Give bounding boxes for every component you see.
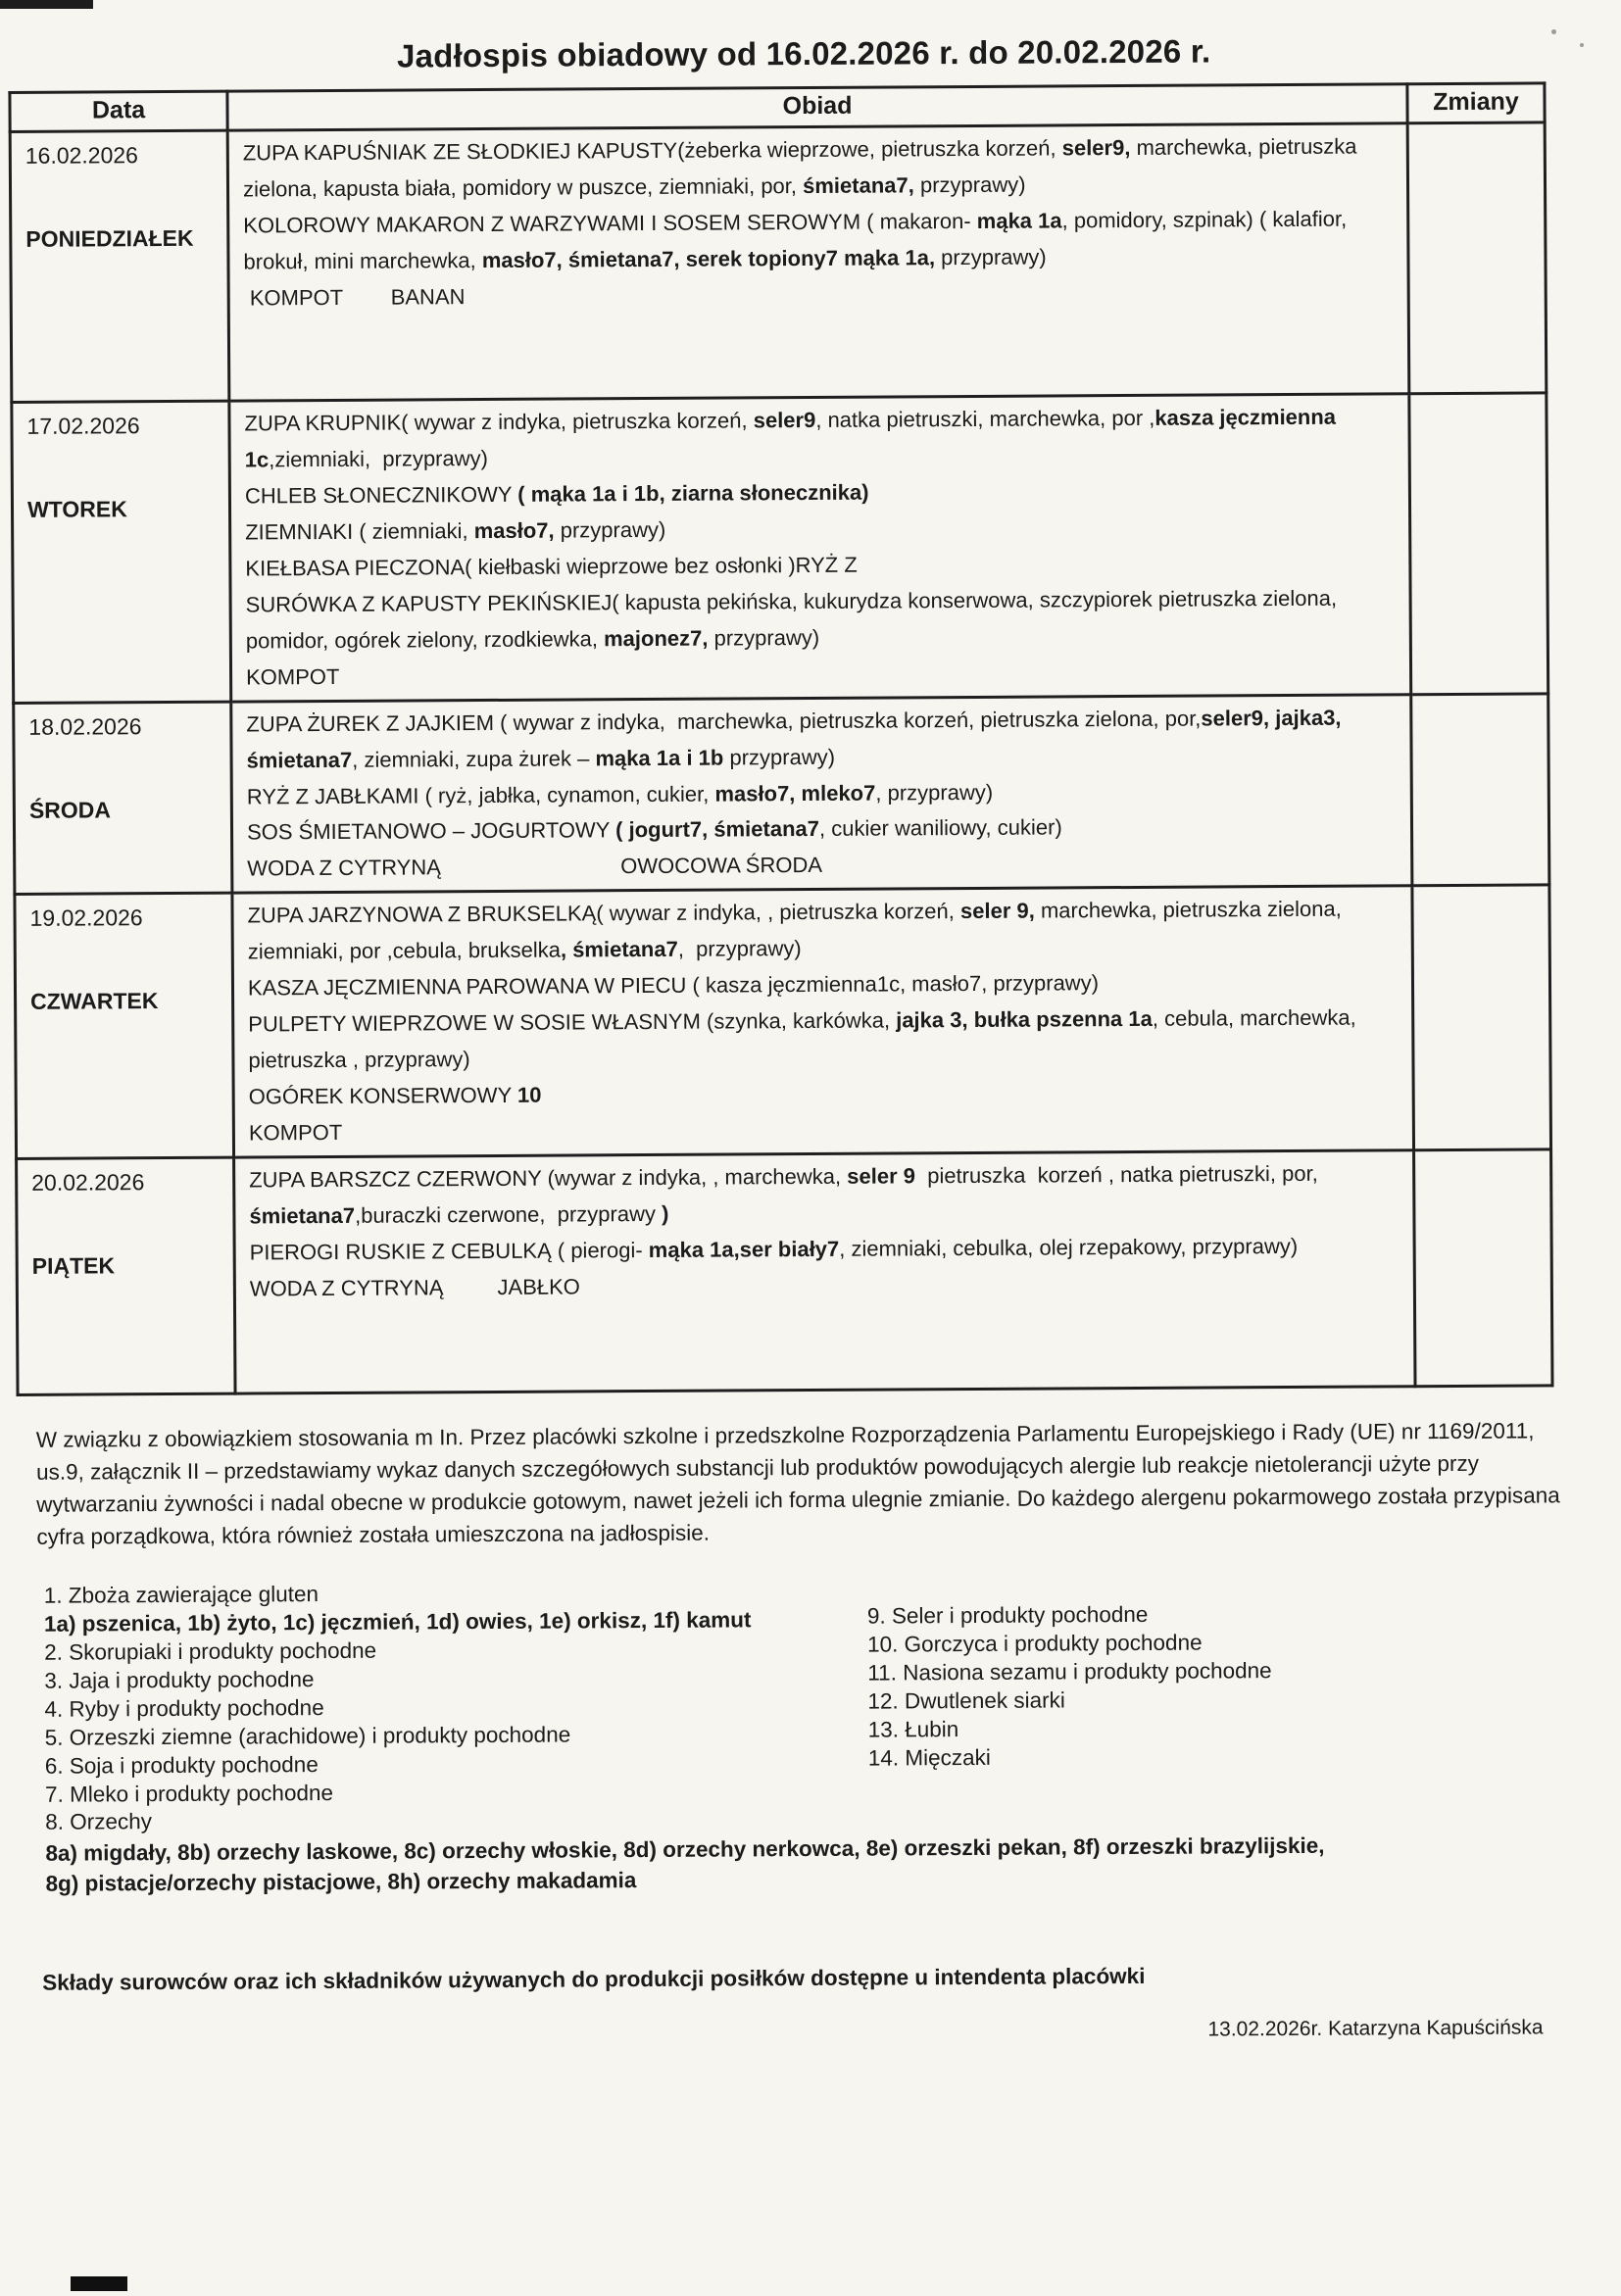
allergen-item: 8a) migdały, 8b) orzechy laskowe, 8c) orzechy włoskie, 8d) orzechy nerkowca, 8e) orzeszki pekan, 8f) orzeszki brazylijskie, xyxy=(45,1833,1325,1867)
menu-line xyxy=(246,653,1396,696)
menu-text-segment: jajka 3, bułka pszenna 1a xyxy=(896,1006,1153,1033)
menu-text-segment: KASZA JĘCZMIENNA PAROWANA W PIECU ( kasza jęczmienna1c, masło7, przyprawy) xyxy=(247,970,1100,1001)
menu-text-segment: KOMPOT xyxy=(245,663,340,690)
allergen-item: 12. Dwutlenek siarki xyxy=(867,1687,1065,1714)
menu-text-segment: ZUPA KRUPNIK( wywar z indyka, pietruszka korzeń, xyxy=(244,408,754,436)
menu-text-segment: , pomidory, szpinak) ( kalafior, brokuł, mini marchewka, xyxy=(243,206,1353,274)
allergen-item: 14. Mięczaki xyxy=(867,1744,991,1771)
allergen-item: 2. Skorupiaki i produkty pochodne xyxy=(44,1637,377,1665)
menu-text-segment: przyprawy) xyxy=(723,744,836,770)
allergen-item: 9. Seler i produkty pochodne xyxy=(866,1602,1149,1629)
date-text: 18.02.2026 xyxy=(28,712,142,740)
menu-text-segment: , natka pietruszki, marchewka, por , xyxy=(815,405,1155,432)
allergen-item: 3. Jaja i produkty pochodne xyxy=(44,1667,315,1693)
menu-table xyxy=(8,81,1553,1396)
menu-line xyxy=(243,128,1393,208)
allergen-item: 4. Ryby i produkty pochodne xyxy=(44,1694,324,1722)
menu-text-segment: RYŻ Z JABŁKAMI ( ryż, jabłka, cynamon, cukier, xyxy=(246,781,715,809)
menu-text-segment: SURÓWKA Z KAPUSTY PEKIŃSKIEJ( kapusta pekińska, kukurydza konserwowa, szczypiorek pietruszka zielona, pomidor, ogórek zielony, rzodkiewka, xyxy=(245,585,1344,654)
allergen-item: 8g) pistacje/orzechy pistacjowe, 8h) orzechy makadamia xyxy=(45,1867,637,1896)
menu-text-segment: śmietana7, xyxy=(803,172,914,198)
menu-text-segment: mąka 1a xyxy=(976,208,1062,233)
menu-text-segment: seler9 xyxy=(753,407,816,433)
menu-text-segment: ZUPA ŻUREK Z JAJKIEM ( wywar z indyka, marchewka, pietruszka korzeń, pietruszka zielona, por, xyxy=(246,706,1202,737)
menu-text-segment: KOMPOT xyxy=(248,1120,343,1146)
menu-text-segment: pietruszka korzeń , natka pietruszki, por, xyxy=(914,1160,1324,1189)
date-text: 19.02.2026 xyxy=(29,904,143,932)
menu-text-segment: KIEŁBASA PIECZONA( kiełbaski wieprzowe bez osłonki )RYŻ Z xyxy=(245,552,858,581)
allergen-item: 10. Gorczyca i produkty pochodne xyxy=(867,1630,1203,1657)
menu-text-segment: mąka 1a,ser biały7 xyxy=(648,1236,840,1262)
date-cell xyxy=(15,893,234,1158)
menu-text-segment: seler9, jajka3, śmietana7 xyxy=(246,705,1348,773)
menu-text-segment: , cebula, marchewka, pietruszka , przyprawy) xyxy=(248,1004,1362,1073)
menu-line xyxy=(250,1264,1400,1307)
menu-text-segment: 10 xyxy=(516,1082,542,1107)
menu-text-segment: , cukier waniliowy, cukier) xyxy=(818,814,1062,842)
footer-note: Składy surowców oraz ich składników używanych do produkcji posiłków dostępne u intendenta placówki xyxy=(42,1963,1146,1995)
lunch-cell xyxy=(227,123,1409,401)
menu-text-segment: przyprawy) xyxy=(554,516,666,543)
menu-text-segment: ) xyxy=(661,1200,669,1226)
menu-text-segment: PIEROGI RUSKIE Z CEBULKĄ ( pierogi- xyxy=(249,1237,649,1265)
allergen-item: 7. Mleko i produkty pochodne xyxy=(44,1780,334,1807)
allergen-list-left xyxy=(44,1578,869,1837)
signature: 13.02.2026r. Katarzyna Kapuścińska xyxy=(1207,2016,1544,2041)
date-cell xyxy=(14,702,232,895)
table-row xyxy=(15,885,1551,1158)
scan-artifact xyxy=(0,0,93,9)
page-title: Jadłospis obiadowy od 16.02.2026 r. do 20.02.2026 r. xyxy=(396,32,1211,74)
lunch-cell xyxy=(231,694,1412,893)
allergen-list-right xyxy=(867,1600,1273,1832)
lunch-cell xyxy=(229,394,1411,702)
allergen-item: 6. Soja i produkty pochodne xyxy=(44,1751,319,1779)
day-text: CZWARTEK xyxy=(30,988,159,1015)
menu-text-segment: PULPETY WIEPRZOWE W SOSIE WŁASNYM (szynka, karkówka, xyxy=(248,1007,897,1037)
menu-text-segment: mąka 1a i 1b xyxy=(595,745,724,770)
menu-text-segment: ( mąka 1a i 1b, ziarna słonecznika) xyxy=(517,479,869,507)
menu-line xyxy=(249,1108,1399,1151)
menu-text-segment: ZUPA KAPUŚNIAK ZE SŁODKIEJ KAPUSTY(żeberka wieprzowe, pietruszka korzeń, xyxy=(242,135,1062,166)
changes-cell xyxy=(1414,1149,1552,1387)
menu-text-segment: kasza jęczmienna 1c xyxy=(244,404,1343,472)
menu-text-segment: WODA Z CYTRYNĄ JABŁKO xyxy=(249,1274,580,1301)
menu-text-segment: ( jogurt7, śmietana7 xyxy=(615,816,820,843)
date-text: 16.02.2026 xyxy=(25,142,139,169)
allergen-list-nuts-detail xyxy=(45,1831,1586,1898)
allergen-intro-paragraph: W związku z obowiązkiem stosowania m In. Przez placówki szkolne i przedszkolne Rozporządzenia Parlamentu Europejskiego i Rady (UE) nr 1169/2011, us.9, załącznik II – przedstawiamy wykaz danych szczegółowych substancji lub produktów powodujących alergie lub reakcje nietolerancji użyte przy wytwarzaniu żywności i nadal obecne w produkcie gotowym, nawet jeżeli ich forma ulegnie zmianie. Do każdego alergenu pokarmowego została przypisana cyfra porządkowa, która również została umieszczona na jadłospisie. xyxy=(35,1418,1560,1550)
day-text: PIĄTEK xyxy=(31,1252,116,1279)
menu-text-segment: , przyprawy) xyxy=(875,779,994,806)
changes-cell xyxy=(1407,122,1547,394)
changes-cell xyxy=(1411,694,1549,887)
menu-line xyxy=(246,580,1396,659)
day-text: WTOREK xyxy=(26,496,127,522)
menu-text-segment: przyprawy) xyxy=(934,244,1047,270)
menu-text-segment: masło7, xyxy=(473,517,555,543)
allergen-item: 11. Nasiona sezamu i produkty pochodne xyxy=(867,1658,1272,1685)
date-text: 17.02.2026 xyxy=(26,413,140,439)
menu-line xyxy=(246,700,1396,779)
menu-text-segment: KOMPOT BANAN xyxy=(243,283,466,311)
table-row xyxy=(14,694,1549,895)
column-header-changes: Zmiany xyxy=(1407,83,1545,123)
menu-text-segment: marchewka, pietruszka zielona, kapusta biała, pomidory w puszce, ziemniaki, por, xyxy=(242,133,1363,202)
menu-text-segment: , przyprawy) xyxy=(677,936,802,962)
changes-cell xyxy=(1409,393,1548,694)
allergen-item: 13. Łubin xyxy=(867,1716,959,1742)
date-cell xyxy=(10,130,229,402)
menu-text-segment: marchewka, pietruszka zielona, ziemniaki, por ,cebula, brukselka xyxy=(247,897,1349,964)
menu-text-segment: ,ziemniaki, przyprawy) xyxy=(269,445,488,472)
menu-text-segment: ZUPA BARSZCZ CZERWONY (wywar z indyka, , marchewka, xyxy=(249,1163,848,1193)
table-row xyxy=(12,393,1548,703)
menu-line xyxy=(247,845,1397,888)
menu-text-segment: ,buraczki czerwone, przyprawy xyxy=(354,1200,663,1228)
table-row xyxy=(10,122,1547,403)
menu-line xyxy=(247,892,1397,971)
menu-text-segment: ZIEMNIAKI ( ziemniaki, xyxy=(245,517,474,545)
menu-text-segment: SOS ŚMIETANOWO – JOGURTOWY xyxy=(246,817,616,845)
menu-line xyxy=(244,399,1394,478)
menu-text-segment: OGÓREK KONSERWOWY xyxy=(248,1082,517,1109)
menu-text-segment: WODA Z CYTRYNĄ OWOCOWA ŚRODA xyxy=(247,853,823,881)
menu-text-segment: seler 9 xyxy=(847,1163,916,1189)
column-header-date: Data xyxy=(10,91,227,131)
menu-line xyxy=(243,201,1393,280)
menu-line xyxy=(244,273,1394,317)
scan-artifact xyxy=(1551,29,1556,34)
menu-text-segment: seler 9, xyxy=(959,898,1035,924)
menu-line xyxy=(249,1155,1399,1235)
menu-line xyxy=(250,1228,1400,1271)
date-text: 20.02.2026 xyxy=(31,1169,145,1196)
menu-text-segment: majonez7, xyxy=(603,625,709,651)
day-text: ŚRODA xyxy=(28,796,112,823)
date-cell xyxy=(17,1157,235,1394)
changes-cell xyxy=(1412,885,1551,1150)
menu-text-segment: , ziemniaki, cebulka, olej rzepakowy, przyprawy) xyxy=(839,1233,1299,1261)
day-text: PONIEDZIAŁEK xyxy=(25,224,194,252)
menu-text-segment: przyprawy) xyxy=(708,624,820,651)
menu-text-segment: seler9, xyxy=(1061,134,1131,161)
allergen-item: 5. Orzeszki ziemne (arachidowe) i produkty pochodne xyxy=(44,1722,571,1750)
table-row xyxy=(17,1149,1552,1395)
scan-artifact xyxy=(71,2276,127,2291)
column-header-lunch: Obiad xyxy=(227,84,1407,130)
scan-artifact xyxy=(1580,43,1584,47)
menu-text-segment: , ziemniaki, zupa żurek – xyxy=(352,745,596,772)
menu-text-segment: ZUPA JARZYNOWA Z BRUKSELKĄ( wywar z indyka, , pietruszka korzeń, xyxy=(247,899,961,928)
allergen-item: 1. Zboża zawierające gluten xyxy=(43,1582,319,1609)
menu-table-body xyxy=(10,122,1552,1395)
menu-text-segment: CHLEB SŁONECZNIKOWY xyxy=(244,481,518,509)
allergen-item: 8. Orzechy xyxy=(45,1809,153,1835)
menu-line xyxy=(248,1001,1398,1080)
date-cell xyxy=(12,401,231,703)
menu-text-segment: przyprawy) xyxy=(913,171,1026,198)
allergen-item: 1a) pszenica, 1b) żyto, 1c) jęczmień, 1d) owies, 1e) orkisz, 1f) kamut xyxy=(43,1607,752,1637)
menu-text-segment: śmietana7 xyxy=(249,1202,356,1229)
allergen-list xyxy=(44,1573,1587,1897)
menu-text-segment: masło7, śmietana7, serek topiony7 mąka 1a, xyxy=(481,245,936,272)
menu-text-segment: KOLOROWY MAKARON Z WARZYWAMI I SOSEM SEROWYM ( makaron- xyxy=(243,208,977,238)
menu-text-segment: , śmietana7 xyxy=(560,937,678,962)
lunch-cell xyxy=(234,1150,1415,1393)
lunch-cell xyxy=(232,886,1414,1157)
menu-text-segment: masło7, mleko7 xyxy=(714,780,876,806)
